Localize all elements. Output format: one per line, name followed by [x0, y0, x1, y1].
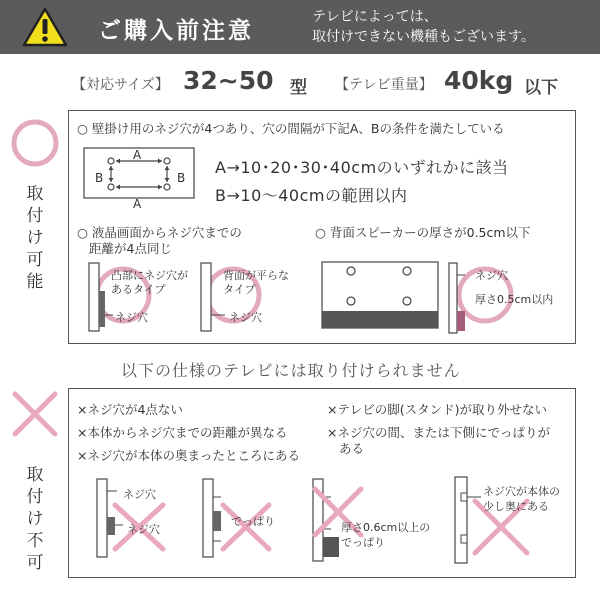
- ng-side-char: 不: [26, 531, 44, 551]
- header-note: [312, 7, 535, 47]
- ng-fig3-line2: でっぱり: [341, 536, 385, 549]
- ok-side-char: 能: [26, 272, 44, 292]
- diagram-label-a-top: A: [133, 148, 142, 162]
- ng-item-2: ×本体からネジ穴までの距離が異なる: [77, 425, 288, 440]
- type1-line1: 凸部にネジ穴が: [111, 269, 188, 282]
- type2-line2: タイプ: [223, 283, 256, 296]
- type2-screw: ネジ穴: [229, 311, 262, 324]
- back-speaker-figure: [321, 261, 439, 329]
- type2-line1: 背面が平らな: [223, 269, 289, 282]
- type1-line2: あるタイプ: [111, 283, 166, 296]
- spk-screw: ネジ穴: [475, 269, 508, 282]
- ng-fig3-line1: 厚さ0.6cm以上の: [341, 521, 431, 534]
- diagram-label-b-right: B: [177, 171, 186, 185]
- header-note-line1: テレビによっては、: [312, 9, 438, 25]
- ng-item-4: ×テレビの脚(スタンド)が取り外せない: [327, 402, 547, 417]
- ng-item-1: ×ネジ穴が4点ない: [77, 402, 183, 417]
- size-label: 【対応サイズ】: [72, 77, 169, 93]
- type1-screw: ネジ穴: [115, 311, 148, 324]
- ng-side-char: け: [26, 509, 44, 529]
- ng-item-5-line1: ×ネジ穴の間、または下側にでっぱりが: [327, 425, 550, 440]
- ng-item-5-line2: ある: [339, 441, 365, 456]
- weight-value: 40kg: [444, 66, 514, 95]
- ng-side-label: [20, 464, 50, 574]
- ng-fig2-label: でっぱり: [231, 515, 275, 528]
- warning-icon: [22, 6, 68, 48]
- ok-conditions-box: [68, 110, 576, 344]
- header-bar: [0, 0, 600, 54]
- header-note-line2: 取付けできない機種もございます。: [312, 29, 535, 45]
- ng-fig4-line2: 少し奥にある: [483, 500, 549, 513]
- spk-thickness: 厚さ0.5cm以内: [475, 293, 554, 306]
- rule-a: A→10･20･30･40cmのいずれかに該当: [215, 158, 509, 177]
- ng-item-3: ×ネジ穴が本体の奥まったところにある: [77, 448, 300, 463]
- ng-side-char: 付: [26, 487, 44, 507]
- ng-conditions-box: [68, 388, 576, 578]
- ok-side-char: 取: [26, 184, 44, 204]
- ng-fig4-line1: ネジ穴が本体の: [483, 485, 560, 498]
- ok-side-label: [20, 183, 50, 293]
- ok-condition-2-line1: ○ 液晶画面からネジ穴までの: [77, 225, 242, 240]
- ng-cross-icon: [11, 390, 59, 438]
- diagram-label-b-left: B: [95, 171, 104, 185]
- size-unit: 型: [290, 78, 307, 98]
- ok-side-char: 付: [26, 206, 44, 226]
- ok-circle-icon: [9, 117, 61, 169]
- ok-condition-3: ○ 背面スピーカーの厚さが0.5cm以下: [315, 225, 531, 240]
- ok-side-char: け: [26, 228, 44, 248]
- ng-fig1-screw-b: ネジ穴: [127, 523, 160, 536]
- size-value: 32~50: [183, 66, 274, 95]
- ng-fig1-screw-a: ネジ穴: [123, 488, 156, 501]
- ng-title: 以下の仕様のテレビには取り付けられません: [121, 361, 461, 380]
- diagram-label-a-bottom: A: [133, 197, 142, 211]
- page-title: ご購入前注意: [98, 18, 254, 44]
- ok-side-char: 可: [26, 250, 44, 270]
- ng-side-char: 取: [26, 465, 44, 485]
- weight-label: 【テレビ重量】: [335, 77, 433, 93]
- ok-condition-1: ○ 壁掛け用のネジ穴が4つあり、穴の間隔が下記A、Bの条件を満たしている: [77, 121, 505, 136]
- ok-condition-2-line2: 距離が4点同じ: [89, 241, 172, 256]
- weight-unit: 以下: [524, 78, 558, 98]
- ng-side-char: 可: [26, 553, 44, 573]
- rule-b: B→10～40cmの範囲以内: [215, 186, 408, 205]
